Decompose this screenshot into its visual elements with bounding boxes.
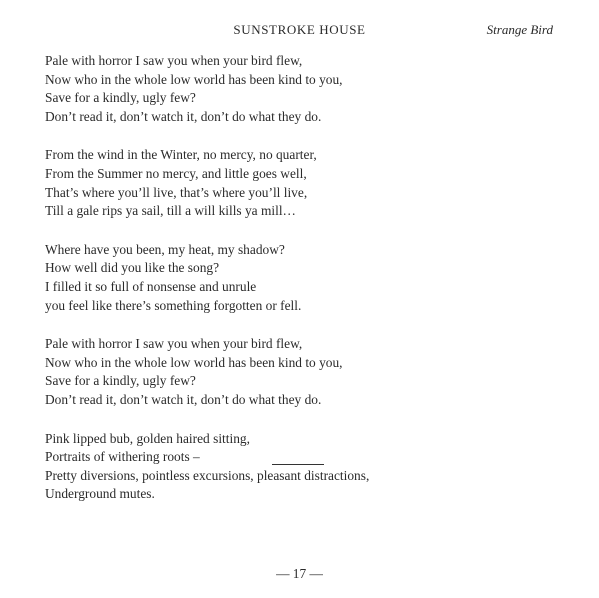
poem-body	[45, 52, 565, 524]
running-header	[0, 22, 599, 42]
poem-line: From the wind in the Winter, no mercy, no quarter,	[45, 147, 317, 163]
stanza-3	[45, 241, 565, 315]
stanza-1	[45, 52, 565, 126]
poem-line: Now who in the whole low world has been kind to you,	[45, 71, 343, 87]
poem-line: Underground mutes.	[45, 486, 155, 502]
stanza-5	[45, 430, 565, 504]
poem-line: Where have you been, my heat, my shadow?	[45, 241, 285, 257]
stanza-4	[45, 335, 565, 409]
poem-line: you feel like there’s something forgotten or fell.	[45, 297, 302, 313]
stanza-2	[45, 146, 565, 220]
poem-line: Pink lipped bub, golden haired sitting,	[45, 430, 250, 446]
poem-line: Now who in the whole low world has been kind to you,	[45, 354, 343, 370]
poem-line: Don’t read it, don’t watch it, don’t do what they do.	[45, 108, 322, 124]
poem-line: Pale with horror I saw you when your bird flew,	[45, 336, 303, 352]
poem-line: I filled it so full of nonsense and unrule	[45, 278, 257, 294]
poem-line: How well did you like the song?	[45, 260, 220, 276]
poem-line: Pretty diversions, pointless excursions, pleasant distractions,	[45, 467, 370, 483]
poem-line: Save for a kindly, ugly few?	[45, 90, 196, 106]
poem-line: From the Summer no mercy, and little goes well,	[45, 165, 307, 181]
end-of-poem-rule	[272, 464, 324, 465]
page-number: — 17 —	[276, 566, 323, 581]
poem-line: Till a gale rips ya sail, till a will kills ya mill…	[45, 203, 296, 219]
poem-line: Save for a kindly, ugly few?	[45, 373, 196, 389]
poem-line: Portraits of withering roots –	[45, 449, 200, 465]
poem-line: Pale with horror I saw you when your bird flew,	[45, 53, 303, 68]
section-title: Strange Bird	[486, 22, 553, 37]
poem-line: Don’t read it, don’t watch it, don’t do what they do.	[45, 391, 322, 407]
book-title: SUNSTROKE HOUSE	[233, 22, 366, 37]
poem-line: That’s where you’ll live, that’s where you’ll live,	[45, 184, 308, 200]
